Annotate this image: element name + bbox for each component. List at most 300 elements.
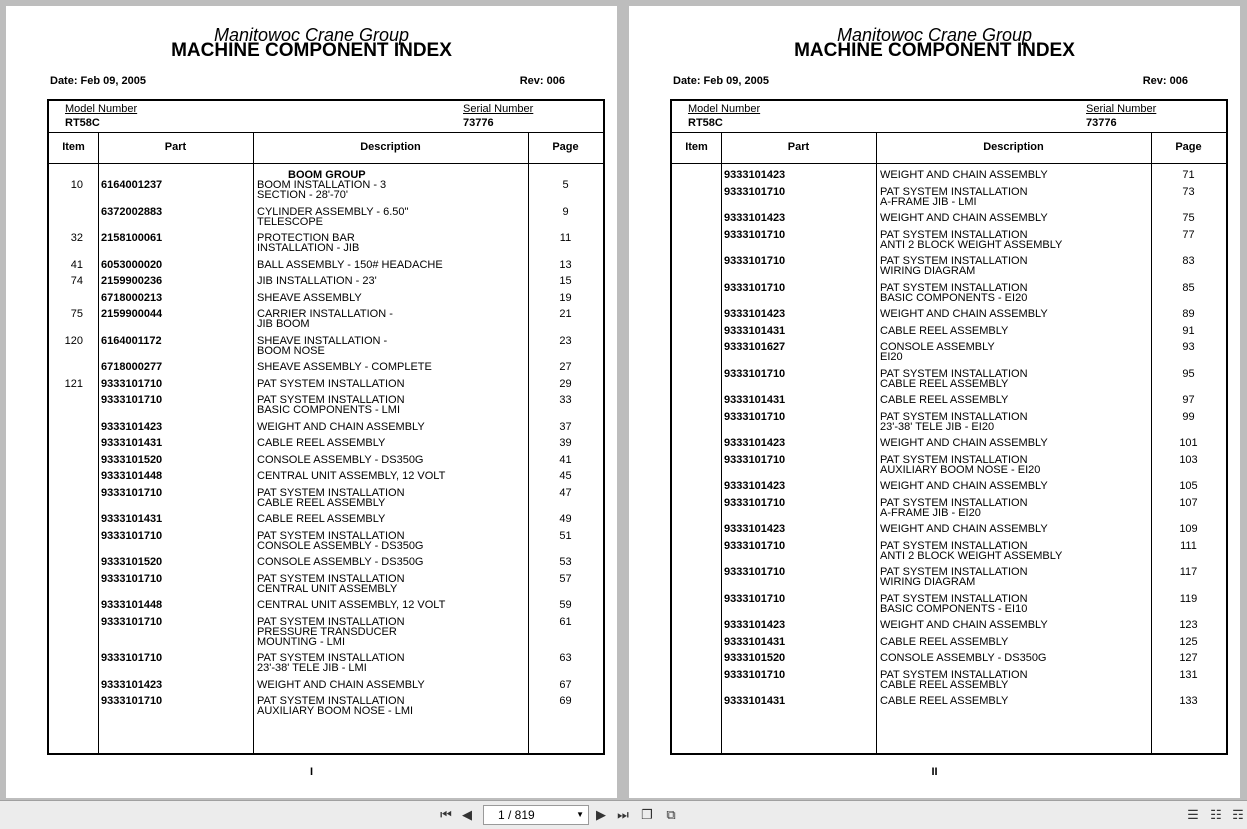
page-ref: 27 <box>559 361 572 373</box>
table-row <box>672 306 1226 323</box>
description-line: PAT SYSTEM INSTALLATION <box>880 367 1028 380</box>
model-number-label: Model Number <box>65 103 138 115</box>
table-row <box>49 650 603 677</box>
page-ref: 23 <box>559 334 572 347</box>
column-header-item: Item <box>685 141 708 153</box>
part-number: 9333101423 <box>724 480 786 492</box>
table-row <box>49 333 603 360</box>
part-number: 9333101710 <box>724 592 786 605</box>
part-number: 6164001172 <box>101 334 162 347</box>
description-line: CABLE REEL ASSEMBLY <box>880 377 1009 390</box>
column-header-page: Page <box>1175 141 1202 153</box>
table-row <box>49 290 603 307</box>
part-description <box>257 233 525 253</box>
page-ref: 89 <box>1182 308 1195 320</box>
description-line: CONSOLE ASSEMBLY - DS350G <box>880 652 1047 664</box>
part-number: 9333101431 <box>101 513 163 525</box>
page-ref: 117 <box>1179 566 1198 578</box>
page-ref: 83 <box>1182 255 1195 267</box>
description-line: BOOM INSTALLATION - 3 <box>257 179 387 191</box>
table-row <box>672 634 1226 651</box>
item-number: 120 <box>64 334 83 347</box>
part-number: 9333101423 <box>101 678 163 691</box>
part-number: 9333101710 <box>101 377 163 390</box>
table-row <box>672 184 1226 211</box>
description-line: PAT SYSTEM INSTALLATION <box>880 668 1028 681</box>
part-number: 9333101423 <box>724 619 786 631</box>
description-line: CABLE REEL ASSEMBLY <box>880 635 1009 648</box>
description-line: CONSOLE ASSEMBLY <box>880 341 995 353</box>
part-number: 6718000213 <box>101 291 163 304</box>
part-number: 9333101448 <box>101 599 163 611</box>
part-number: 2158100061 <box>101 232 163 244</box>
part-number: 9333101710 <box>724 496 786 509</box>
part-description <box>257 696 525 716</box>
table-row <box>49 419 603 436</box>
part-number: 9333101710 <box>101 572 163 585</box>
description-line: PAT SYSTEM INSTALLATION <box>257 394 405 406</box>
part-description <box>880 395 1148 405</box>
page-ref: 69 <box>559 695 572 707</box>
last-page-icon[interactable]: ⏭ <box>617 807 629 822</box>
description-line: 23'-38' TELE JIB - EI20 <box>880 420 995 433</box>
page-ref: 97 <box>1182 394 1195 406</box>
table-rows <box>672 167 1226 710</box>
table-row <box>49 485 603 512</box>
column-header-item: Item <box>62 141 85 153</box>
part-description <box>257 422 525 432</box>
description-line: CABLE REEL ASSEMBLY <box>257 496 386 509</box>
part-description <box>880 438 1148 448</box>
description-line: PRESSURE TRANSDUCER <box>257 625 397 638</box>
column-header-part: Part <box>164 141 187 153</box>
description-line: PAT SYSTEM INSTALLATION <box>880 281 1028 294</box>
serial-number-label: Serial Number <box>463 103 534 115</box>
description-line: CONSOLE ASSEMBLY - DS350G <box>257 453 424 466</box>
page-ref: 49 <box>559 513 572 525</box>
part-description <box>257 260 525 270</box>
table-row <box>49 571 603 598</box>
serial-number-value: 73776 <box>463 117 494 129</box>
part-number: 9333101520 <box>101 556 163 568</box>
part-number: 6053000020 <box>101 258 163 271</box>
page-ref: 119 <box>1179 592 1198 605</box>
page-ref: 39 <box>559 437 572 449</box>
description-line: CENTRAL UNIT ASSEMBLY, 12 VOLT <box>257 599 446 611</box>
part-description <box>880 230 1148 250</box>
part-description <box>257 574 525 594</box>
document-title: MACHINE COMPONENT INDEX <box>794 40 1075 61</box>
part-description <box>880 594 1148 614</box>
description-line: JIB BOOM <box>257 318 310 330</box>
description-line: CENTRAL UNIT ASSEMBLY <box>257 582 398 595</box>
page-ref: 75 <box>1182 212 1195 224</box>
part-number: 9333101710 <box>724 255 786 267</box>
page-ref: 71 <box>1182 169 1195 181</box>
description-line: PAT SYSTEM INSTALLATION <box>880 410 1028 423</box>
page-ref: 73 <box>1182 185 1195 198</box>
description-line: A-FRAME JIB - EI20 <box>880 506 981 519</box>
part-description <box>880 283 1148 303</box>
part-description <box>257 293 525 303</box>
description-line: PROTECTION BAR <box>257 232 355 244</box>
company-name: Manitowoc Crane Group <box>213 25 410 45</box>
description-line: PAT SYSTEM INSTALLATION <box>880 255 1028 267</box>
part-description <box>257 455 525 465</box>
page-ref: 19 <box>559 291 572 304</box>
document-title: MACHINE COMPONENT INDEX <box>171 40 452 61</box>
description-line: PAT SYSTEM INSTALLATION <box>257 529 405 542</box>
table-row <box>672 392 1226 409</box>
part-description <box>880 309 1148 319</box>
part-number: 9333101423 <box>101 420 163 433</box>
page-ref: 105 <box>1179 480 1198 492</box>
table-row <box>672 667 1226 694</box>
header-divider <box>49 163 603 164</box>
model-number-value: RT58C <box>688 117 723 129</box>
page-ref: 131 <box>1179 668 1198 681</box>
table-row <box>49 452 603 469</box>
item-number: 121 <box>64 377 83 390</box>
viewer-toolbar <box>0 800 1247 829</box>
description-line: WEIGHT AND CHAIN ASSEMBLY <box>880 619 1048 631</box>
table-row <box>672 210 1226 227</box>
page-ref: 37 <box>559 420 572 433</box>
part-number: 9333101423 <box>724 437 786 449</box>
part-number: 9333101710 <box>724 668 786 681</box>
part-number: 9333101423 <box>724 523 786 535</box>
description-line: CONSOLE ASSEMBLY - DS350G <box>257 556 424 568</box>
description-line: PAT SYSTEM INSTALLATION <box>880 185 1028 198</box>
part-description <box>257 170 525 200</box>
table-row <box>49 511 603 528</box>
table-row <box>49 306 603 333</box>
description-line: CABLE REEL ASSEMBLY <box>880 695 1009 707</box>
page-ref: 91 <box>1182 324 1195 337</box>
part-number: 9333101431 <box>724 695 786 707</box>
page-ref: 63 <box>559 652 572 664</box>
part-description <box>257 276 525 286</box>
prev-page-icon[interactable]: ◀ <box>462 807 472 822</box>
description-line: BASIC COMPONENTS - EI20 <box>880 291 1028 304</box>
table-row <box>672 167 1226 184</box>
item-number: 32 <box>70 232 83 244</box>
two-page-icon[interactable]: ☷ <box>1210 807 1222 822</box>
part-description <box>880 342 1148 362</box>
page-ref: 125 <box>1179 635 1198 648</box>
item-number: 75 <box>70 308 83 320</box>
page-ref: 45 <box>559 470 572 482</box>
table-row <box>49 359 603 376</box>
page-ref: 11 <box>559 232 572 244</box>
part-description <box>257 600 525 610</box>
column-header-description: Description <box>360 141 421 153</box>
table-row <box>49 230 603 257</box>
part-number: 9333101710 <box>101 394 163 406</box>
next-page-icon[interactable]: ▶ <box>596 807 606 822</box>
part-description <box>880 498 1148 518</box>
page-ref: 47 <box>559 486 572 499</box>
page-ref: 111 <box>1180 539 1197 552</box>
part-description <box>880 620 1148 630</box>
description-line: CARRIER INSTALLATION - <box>257 308 393 320</box>
table-row <box>672 564 1226 591</box>
serial-number-value: 73776 <box>1086 117 1117 129</box>
description-line: BASIC COMPONENTS - EI10 <box>880 602 1028 615</box>
table-row <box>672 495 1226 522</box>
table-row <box>49 677 603 694</box>
page-ref: 57 <box>559 572 572 585</box>
part-number: 9333101710 <box>101 615 163 628</box>
description-line: SHEAVE ASSEMBLY <box>257 291 362 304</box>
table-row <box>672 538 1226 565</box>
part-number: 9333101448 <box>101 470 163 482</box>
description-line: BASIC COMPONENTS - LMI <box>257 404 401 416</box>
part-number: 9333101520 <box>724 652 786 664</box>
description-line: CABLE REEL ASSEMBLY <box>880 394 1009 406</box>
part-description <box>880 653 1148 663</box>
description-line: PAT SYSTEM INSTALLATION <box>257 615 405 628</box>
table-row <box>672 452 1226 479</box>
description-line: WEIGHT AND CHAIN ASSEMBLY <box>257 420 425 433</box>
description-line: CYLINDER ASSEMBLY - 6.50" <box>257 205 409 218</box>
description-line: WEIGHT AND CHAIN ASSEMBLY <box>880 480 1048 492</box>
part-description <box>257 207 525 227</box>
part-description <box>880 369 1148 389</box>
description-line: CONSOLE ASSEMBLY - DS350G <box>257 539 424 552</box>
part-description <box>880 670 1148 690</box>
fit-page-icon[interactable]: ❐ <box>641 807 653 822</box>
page-ref: 109 <box>1179 523 1198 535</box>
table-row <box>672 227 1226 254</box>
part-description <box>880 412 1148 432</box>
description-line: PAT SYSTEM INSTALLATION <box>257 652 405 664</box>
part-description <box>880 524 1148 534</box>
part-number: 9333101520 <box>101 453 163 466</box>
description-line: SHEAVE INSTALLATION - <box>257 334 388 347</box>
part-description <box>257 617 525 647</box>
description-line: ANTI 2 BLOCK WEIGHT ASSEMBLY <box>880 549 1063 562</box>
page-ref: 101 <box>1179 437 1198 449</box>
part-description <box>257 653 525 673</box>
description-line: PAT SYSTEM INSTALLATION <box>257 377 405 390</box>
part-description <box>257 514 525 524</box>
document-date: Date: Feb 09, 2005 <box>673 75 769 87</box>
page-selector[interactable] <box>483 805 589 825</box>
page-ref: 13 <box>559 258 572 271</box>
part-description <box>880 213 1148 223</box>
part-number: 9333101710 <box>101 652 163 664</box>
description-line: CABLE REEL ASSEMBLY <box>880 678 1009 691</box>
item-number: 74 <box>70 275 83 287</box>
description-line: AUXILIARY BOOM NOSE - LMI <box>257 705 414 717</box>
part-number: 9333101431 <box>724 635 786 648</box>
description-line: PAT SYSTEM INSTALLATION <box>880 496 1028 509</box>
page-ref: 67 <box>559 678 572 691</box>
description-line: WEIGHT AND CHAIN ASSEMBLY <box>257 678 425 691</box>
part-number: 9333101431 <box>101 437 163 449</box>
page-ref: 103 <box>1179 453 1198 466</box>
table-row <box>49 614 603 651</box>
table-row <box>672 253 1226 280</box>
fit-width-icon[interactable]: ⧉ <box>666 807 676 822</box>
part-number: 9333101710 <box>724 228 786 241</box>
page-ref: 99 <box>1182 410 1195 423</box>
description-line: WIRING DIAGRAM <box>880 576 976 588</box>
page-ref: 61 <box>559 615 572 628</box>
document-revision: Rev: 006 <box>519 75 565 87</box>
first-page-icon[interactable]: ⏮ <box>440 807 452 822</box>
header-divider <box>672 163 1226 164</box>
page-ref: 29 <box>559 377 572 390</box>
part-number: 9333101710 <box>101 695 163 707</box>
page-ref: 53 <box>559 556 572 568</box>
part-description <box>880 541 1148 561</box>
page-ref: 127 <box>1179 652 1198 664</box>
column-header-part: Part <box>787 141 810 153</box>
part-number: 9333101423 <box>724 169 786 181</box>
document-date: Date: Feb 09, 2005 <box>50 75 146 87</box>
table-row <box>672 617 1226 634</box>
table-row <box>49 257 603 274</box>
part-description <box>880 696 1148 706</box>
page-ref: 133 <box>1179 695 1198 707</box>
document-page-1 <box>6 6 617 798</box>
part-description <box>257 531 525 551</box>
table-row <box>672 323 1226 340</box>
table-row <box>672 591 1226 618</box>
table-row <box>49 468 603 485</box>
facing-page-icon[interactable]: ☶ <box>1232 807 1244 822</box>
part-number: 6164001237 <box>101 179 163 191</box>
part-description <box>880 170 1148 180</box>
part-number: 9333101710 <box>724 410 786 423</box>
part-number: 9333101710 <box>724 281 786 294</box>
part-description <box>880 455 1148 475</box>
description-line: AUXILIARY BOOM NOSE - EI20 <box>880 463 1041 476</box>
table-row <box>49 435 603 452</box>
document-revision: Rev: 006 <box>1142 75 1188 87</box>
part-description <box>257 309 525 329</box>
part-description <box>257 362 525 372</box>
table-row <box>672 693 1226 710</box>
description-line: BALL ASSEMBLY - 150# HEADACHE <box>257 258 443 271</box>
description-line: MOUNTING - LMI <box>257 635 345 648</box>
table-row <box>49 167 603 204</box>
item-number: 41 <box>70 258 83 271</box>
description-line: WEIGHT AND CHAIN ASSEMBLY <box>880 437 1048 449</box>
description-line: ANTI 2 BLOCK WEIGHT ASSEMBLY <box>880 238 1063 251</box>
page-ref: 41 <box>559 453 572 466</box>
table-row <box>49 554 603 571</box>
table-row <box>672 339 1226 366</box>
page-ref: 9 <box>562 205 569 218</box>
page-ref: 59 <box>559 599 572 611</box>
table-row <box>49 392 603 419</box>
description-line: CABLE REEL ASSEMBLY <box>880 324 1009 337</box>
table-row <box>672 435 1226 452</box>
table-row <box>672 409 1226 436</box>
description-line: SECTION - 28'-70' <box>257 189 349 201</box>
part-description <box>880 637 1148 647</box>
part-description <box>257 438 525 448</box>
description-line: BOOM NOSE <box>257 344 325 357</box>
table-row <box>49 528 603 555</box>
company-name: Manitowoc Crane Group <box>836 25 1033 45</box>
description-line: WEIGHT AND CHAIN ASSEMBLY <box>880 169 1048 181</box>
column-header-page: Page <box>552 141 579 153</box>
page-ref: 93 <box>1182 341 1195 353</box>
description-line: WEIGHT AND CHAIN ASSEMBLY <box>880 308 1048 320</box>
model-number-label: Model Number <box>688 103 761 115</box>
description-line: WEIGHT AND CHAIN ASSEMBLY <box>880 523 1048 535</box>
page-number-roman: I <box>309 766 314 778</box>
part-number: 9333101710 <box>724 367 786 380</box>
table-row <box>672 521 1226 538</box>
table-row <box>672 478 1226 495</box>
part-description <box>880 567 1148 587</box>
part-description <box>257 557 525 567</box>
description-line: PAT SYSTEM INSTALLATION <box>880 592 1028 605</box>
description-line: TELESCOPE <box>257 215 324 228</box>
description-line: CABLE REEL ASSEMBLY <box>257 513 386 525</box>
part-number: 2159900044 <box>101 308 163 320</box>
description-line: 23'-38' TELE JIB - LMI <box>257 662 367 674</box>
description-line: WIRING DIAGRAM <box>880 265 976 277</box>
part-number: 9333101710 <box>101 486 163 499</box>
description-line: PAT SYSTEM INSTALLATION <box>257 486 405 499</box>
page-ref: 51 <box>559 529 572 542</box>
page-number-roman: II <box>931 766 938 778</box>
part-number: 9333101710 <box>724 453 786 466</box>
part-number: 6718000277 <box>101 361 163 373</box>
part-description <box>880 481 1148 491</box>
description-line: JIB INSTALLATION - 23' <box>257 275 377 287</box>
model-number-value: RT58C <box>65 117 100 129</box>
single-page-icon[interactable]: ☰ <box>1187 807 1199 822</box>
part-description <box>880 187 1148 207</box>
part-number: 9333101710 <box>724 539 786 552</box>
description-line: EI20 <box>880 351 903 363</box>
part-number: 9333101710 <box>101 529 163 542</box>
table-row <box>672 280 1226 307</box>
description-line: INSTALLATION - JIB <box>257 242 360 254</box>
part-number: 9333101710 <box>724 185 786 198</box>
part-description <box>257 488 525 508</box>
model-serial-block <box>49 101 603 133</box>
part-number: 9333101627 <box>724 341 786 353</box>
table-row <box>672 366 1226 393</box>
page-ref: 77 <box>1182 228 1195 241</box>
document-page-2 <box>629 6 1240 798</box>
part-description <box>880 256 1148 276</box>
item-number: 10 <box>70 179 83 191</box>
page-indicator: 1 / 819 <box>498 808 535 822</box>
part-number: 6372002883 <box>101 205 163 218</box>
description-line: PAT SYSTEM INSTALLATION <box>880 539 1028 552</box>
table-row <box>49 597 603 614</box>
part-description <box>257 379 525 389</box>
part-description <box>257 395 525 415</box>
part-number: 9333101423 <box>724 308 786 320</box>
description-line: WEIGHT AND CHAIN ASSEMBLY <box>880 212 1048 224</box>
description-line: CENTRAL UNIT ASSEMBLY, 12 VOLT <box>257 470 446 482</box>
part-description <box>257 680 525 690</box>
page-ref: 85 <box>1182 281 1195 294</box>
group-title: BOOM GROUP <box>288 169 366 181</box>
component-table <box>670 99 1228 755</box>
part-description <box>257 471 525 481</box>
